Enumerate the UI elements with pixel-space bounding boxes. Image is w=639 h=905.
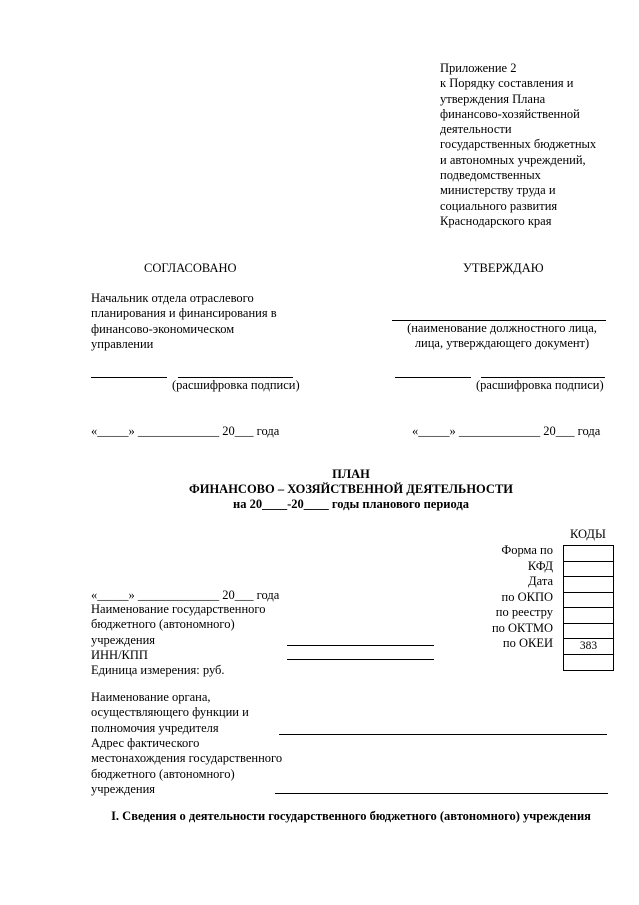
right-signature-line (395, 377, 471, 378)
right-signature-caption: (расшифровка подписи) (476, 378, 604, 392)
agreed-position (91, 291, 277, 352)
founder-label (91, 690, 249, 736)
right-date-line: «_____» _____________ 20___ года (412, 424, 601, 438)
codes-table (563, 545, 614, 671)
address-line: бюджетного (автономного) (91, 766, 235, 781)
plan-date-line: «_____» _____________ 20___ года (91, 588, 280, 602)
appendix-line: и автономных учреждений, (440, 152, 586, 167)
code-cell[interactable] (564, 546, 613, 562)
appendix-line: министерству труда и (440, 183, 556, 198)
code-label: по ОКПО (501, 589, 553, 604)
left-signature-caption: (расшифровка подписи) (172, 378, 300, 392)
code-cell[interactable] (564, 624, 613, 640)
address-line: Адрес фактического (91, 736, 200, 750)
code-cell[interactable] (564, 562, 613, 578)
agreed-heading: СОГЛАСОВАНО (144, 261, 237, 275)
position-line: финансово-экономическом (91, 321, 235, 336)
code-label: КФД (527, 558, 553, 573)
section1-heading: I. Сведения о деятельности государственного бюджетного (автономного) учреждения (111, 809, 591, 823)
code-cell[interactable] (564, 655, 613, 671)
plan-period: на 20____-20____ годы планового периода (233, 497, 469, 511)
code-label: по ОКЕИ (502, 636, 553, 650)
left-signature-line (91, 377, 167, 378)
inn-kpp-label: ИНН/КПП (91, 647, 148, 662)
address-line: учреждения (91, 781, 156, 796)
institution-line: Наименование государственного (91, 602, 266, 616)
inn-kpp-line (287, 659, 434, 660)
address-line: местонахождения государственного (91, 751, 283, 766)
position-line: Начальник отдела отраслевого (91, 291, 254, 305)
code-label: Дата (528, 574, 553, 588)
appendix-note (440, 61, 596, 229)
codes-labels (440, 543, 553, 652)
plan-title: ПЛАН (332, 467, 370, 481)
code-label: по реестру (495, 605, 553, 619)
code-cell[interactable] (564, 608, 613, 624)
caption-line: (наименование должностного лица, (407, 321, 597, 335)
address-label (91, 736, 282, 797)
codes-header: КОДЫ (570, 527, 606, 541)
address-line-field (275, 793, 608, 794)
appendix-line: государственных бюджетных (440, 137, 597, 152)
founder-line-field (279, 734, 607, 735)
founder-line: осуществляющего функции и (91, 705, 249, 720)
code-cell[interactable] (564, 577, 613, 593)
code-label: по ОКТМО (491, 620, 553, 635)
position-line: планирования и финансирования в (91, 306, 277, 321)
institution-name (91, 602, 265, 678)
founder-line: Наименование органа, (91, 690, 211, 704)
appendix-line: утверждения Плана (440, 91, 546, 106)
appendix-line: Приложение 2 (440, 61, 517, 75)
left-date-line: «_____» _____________ 20___ года (91, 424, 280, 438)
appendix-line: финансово-хозяйственной (440, 106, 580, 121)
code-cell[interactable] (564, 593, 613, 609)
appendix-line: деятельности (440, 122, 512, 137)
caption-line: лица, утверждающего документ) (414, 336, 590, 351)
appendix-line: социального развития (440, 198, 558, 213)
founder-line: полномочия учредителя (91, 720, 219, 735)
official-caption (392, 321, 612, 352)
appendix-line: к Порядку составления и (440, 76, 574, 91)
appendix-line: Краснодарского края (440, 213, 552, 228)
institution-name-line (287, 645, 434, 646)
institution-line: учреждения (91, 632, 156, 647)
code-label: Форма по (501, 543, 553, 557)
plan-subtitle: ФИНАНСОВО – ХОЗЯЙСТВЕННОЙ ДЕЯТЕЛЬНОСТИ (188, 482, 514, 496)
institution-line: бюджетного (автономного) (91, 617, 235, 632)
position-line: управлении (91, 336, 154, 351)
code-cell-okei[interactable]: 383 (564, 639, 613, 655)
unit-label: Единица измерения: руб. (91, 663, 225, 678)
approve-heading: УТВЕРЖДАЮ (463, 261, 544, 275)
appendix-line: подведомственных (440, 168, 541, 183)
